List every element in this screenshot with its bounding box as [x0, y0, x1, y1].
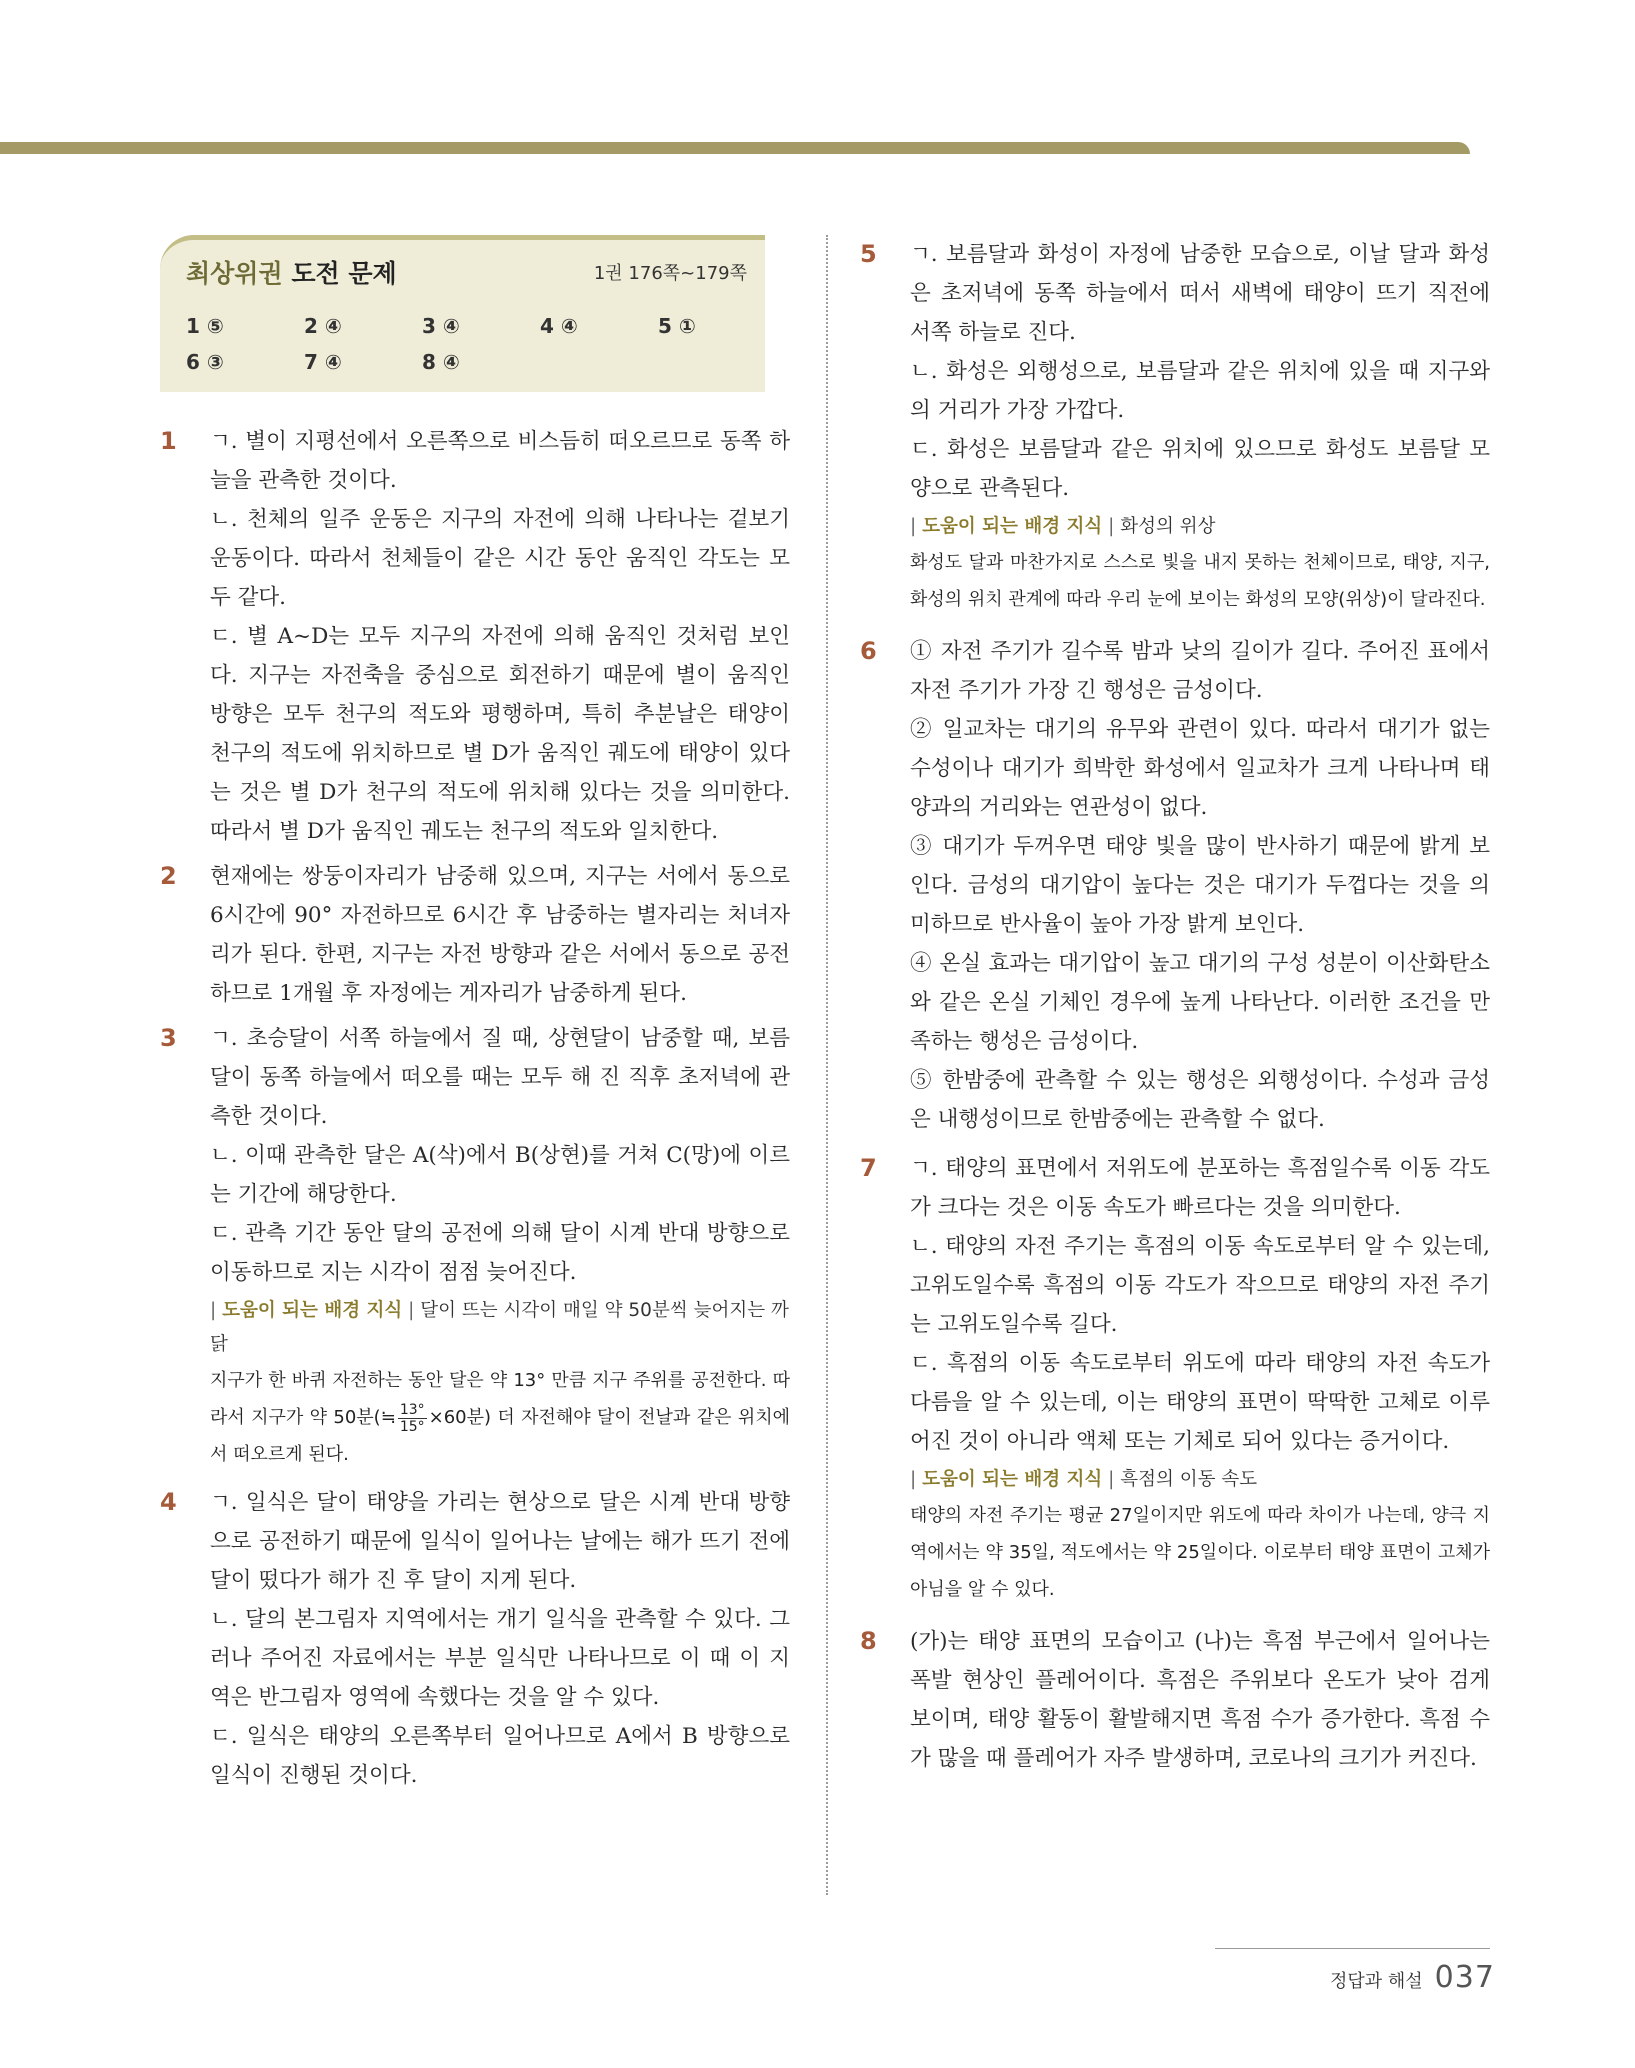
explanation-paragraph: ㄱ. 태양의 표면에서 저위도에 분포하는 흑점일수록 이동 각도가 크다는 것은 이동 속도가 빠르다는 것을 의미한다.	[910, 1156, 1490, 1220]
footer-rule	[1215, 1948, 1490, 1949]
answer-item: 3 ④	[422, 314, 460, 338]
answer-key-pages: 1권 176쪽~179쪽	[593, 263, 747, 284]
question-number: 8	[860, 1627, 877, 1655]
hint-body	[210, 1362, 790, 1473]
explanation-paragraph: ㄴ. 이때 관측한 달은 A(삭)에서 B(상현)를 거쳐 C(망)에 이르는 기간에 해당한다.	[210, 1143, 790, 1207]
explanation-paragraph: ㄱ. 일식은 달이 태양을 가리는 현상으로 달은 시계 반대 방향으로 공전하기 때문에 일식이 일어나는 날에는 해가 뜨기 전에 달이 떴다가 해가 진 후 달이 지게 된다.	[210, 1490, 790, 1593]
hint-heading: | 도움이 되는 배경 지식 | 달이 뜨는 시각이 매일 약 50분씩 늦어지는 까닭	[210, 1300, 789, 1355]
footer-section-label: 정답과 해설	[1330, 1971, 1423, 1992]
explanation-paragraph: ㄱ. 별이 지평선에서 오른쪽으로 비스듬히 떠오르므로 동쪽 하늘을 관측한 것이다.	[210, 429, 790, 493]
answer-item: 2 ④	[304, 314, 342, 338]
hint-topic: 달이 뜨는 시각이 매일 약 50분씩 늦어지는 까닭	[210, 1300, 789, 1355]
left-column	[160, 235, 790, 1795]
hint-topic: 흑점의 이동 속도	[1120, 1469, 1258, 1490]
explanation-paragraph: ㄱ. 초승달이 서쪽 하늘에서 질 때, 상현달이 남중할 때, 보름달이 동쪽 하늘에서 떠오를 때는 모두 해 진 직후 초저녁에 관측한 것이다.	[210, 1026, 790, 1129]
explanation-paragraph: ㄴ. 천체의 일주 운동은 지구의 자전에 의해 나타나는 겉보기 운동이다. 따라서 천체들이 같은 시간 동안 움직인 각도는 모두 같다.	[210, 507, 790, 610]
hint-label: 도움이 되는 배경 지식	[222, 1300, 403, 1321]
hint-text: 지구가 한 바퀴 자전하는 동안 달은 약 13° 만큼 지구 주위를 공전한다. 따라서 지구가 약 50분(≒	[210, 1370, 790, 1428]
explanation-paragraph: ④ 온실 효과는 대기압이 높고 대기의 구성 성분이 이산화탄소와 같은 온실 기체인 경우에 높게 나타난다. 이러한 조건을 만족하는 행성은 금성이다.	[910, 951, 1490, 1054]
page-footer	[1330, 1960, 1495, 1995]
question-5	[860, 235, 1490, 618]
answer-item: 1 ⑤	[186, 314, 224, 338]
explanation-paragraph: (가)는 태양 표면의 모습이고 (나)는 흑점 부근에서 일어나는 폭발 현상인 플레어이다. 흑점은 주위보다 온도가 낮아 검게 보이며, 태양 활동이 활발해지면 흑점 수가 증가한다. 흑점 수가 많을 때 플레어가 자주 발생하며, 코로나의 크기가 커진다.	[910, 1629, 1490, 1771]
answer-item: 8 ④	[422, 350, 460, 374]
hint-heading: | 도움이 되는 배경 지식 | 흑점의 이동 속도	[910, 1469, 1258, 1490]
explanation-paragraph: ㄷ. 화성은 보름달과 같은 위치에 있으므로 화성도 보름달 모양으로 관측된다.	[910, 437, 1490, 501]
question-3	[160, 1019, 790, 1473]
explanation-paragraph: ㄱ. 보름달과 화성이 자정에 남중한 모습으로, 이날 달과 화성은 초저녁에 동쪽 하늘에서 떠서 새벽에 태양이 뜨기 직전에 서쪽 하늘로 진다.	[910, 242, 1490, 345]
right-column	[860, 235, 1490, 1778]
explanation-paragraph: ㄷ. 별 A~D는 모두 지구의 자전에 의해 움직인 것처럼 보인다. 지구는 자전축을 중심으로 회전하기 때문에 별이 움직인 방향은 모두 천구의 적도와 평행하며, 특히 추분날은 태양이 천구의 적도에 위치하므로 별 D가 움직인 궤도에 태양이 있다는 것은 별 D가 천구의 적도에 위치해 있다는 것을 의미한다. 따라서 별 D가 움직인 궤도는 천구의 적도와 일치한다.	[210, 624, 790, 844]
answer-key-title-rest: 도전 문제	[282, 259, 397, 288]
hint-label: 도움이 되는 배경 지식	[922, 1469, 1103, 1490]
explanation-paragraph: ㄴ. 태양의 자전 주기는 흑점의 이동 속도로부터 알 수 있는데, 고위도일수록 흑점의 이동 각도가 작으므로 태양의 자전 주기는 고위도일수록 길다.	[910, 1234, 1490, 1337]
question-4	[160, 1483, 790, 1795]
answer-grid	[186, 314, 747, 374]
hint-label: 도움이 되는 배경 지식	[922, 516, 1103, 537]
answer-item: 4 ④	[540, 314, 578, 338]
explanation-paragraph: ㄴ. 달의 본그림자 지역에서는 개기 일식을 관측할 수 있다. 그러나 주어진 자료에서는 부분 일식만 나타나므로 이 때 이 지역은 반그림자 영역에 속했다는 것을 알 수 있다.	[210, 1607, 790, 1710]
explanation-paragraph: ㄴ. 화성은 외행성으로, 보름달과 같은 위치에 있을 때 지구와의 거리가 가장 가깝다.	[910, 359, 1490, 423]
answer-key-box	[160, 235, 765, 392]
question-number: 2	[160, 862, 177, 890]
explanation-paragraph: ⑤ 한밤중에 관측할 수 있는 행성은 외행성이다. 수성과 금성은 내행성이므로 한밤중에는 관측할 수 없다.	[910, 1068, 1490, 1132]
question-8	[860, 1622, 1490, 1778]
answer-item: 7 ④	[304, 350, 342, 374]
column-divider	[826, 235, 828, 1895]
explanation-paragraph: ② 일교차는 대기의 유무와 관련이 있다. 따라서 대기가 없는 수성이나 대기가 희박한 화성에서 일교차가 크게 나타나며 태양과의 거리와는 연관성이 없다.	[910, 717, 1490, 820]
answer-item: 5 ①	[658, 314, 696, 338]
question-number: 3	[160, 1024, 177, 1052]
explanation-paragraph: ① 자전 주기가 길수록 밤과 낮의 길이가 길다. 주어진 표에서 자전 주기가 가장 긴 행성은 금성이다.	[910, 639, 1490, 703]
question-2	[160, 857, 790, 1013]
explanation-paragraph: ㄷ. 흑점의 이동 속도로부터 위도에 따라 태양의 자전 속도가 다름을 알 수 있는데, 이는 태양의 표면이 딱딱한 고체로 이루어진 것이 아니라 액체 또는 기체로 되어 있다는 증거이다.	[910, 1351, 1490, 1454]
question-6	[860, 632, 1490, 1139]
hint-heading: | 도움이 되는 배경 지식 | 화성의 위상	[910, 516, 1216, 537]
fraction-denominator: 15°	[399, 1418, 425, 1435]
question-1	[160, 422, 790, 851]
hint-text: ×60분) 더 자전해야 달이 전날과 같은 위치에서 떠오르게 된다.	[210, 1407, 790, 1465]
page-number: 037	[1434, 1960, 1495, 1995]
explanation-paragraph: ㄷ. 일식은 태양의 오른쪽부터 일어나므로 A에서 B 방향으로 일식이 진행된 것이다.	[210, 1724, 790, 1788]
fraction-numerator: 13°	[399, 1401, 425, 1418]
hint-body: 화성도 달과 마찬가지로 스스로 빛을 내지 못하는 천체이므로, 태양, 지구, 화성의 위치 관계에 따라 우리 눈에 보이는 화성의 모양(위상)이 달라진다.	[910, 552, 1490, 610]
header-band	[0, 142, 1470, 154]
explanation-paragraph: ㄷ. 관측 기간 동안 달의 공전에 의해 달이 시계 반대 방향으로 이동하므로 지는 시각이 점점 늦어진다.	[210, 1221, 790, 1285]
question-number: 5	[860, 240, 877, 268]
question-number: 1	[160, 427, 177, 455]
question-7	[860, 1149, 1490, 1608]
answer-item: 6 ③	[186, 350, 224, 374]
answer-key-title	[186, 254, 397, 290]
answer-key-title-accent: 최상위권	[186, 259, 283, 288]
fraction	[398, 1402, 427, 1435]
question-number: 6	[860, 637, 877, 665]
question-number: 7	[860, 1154, 877, 1182]
hint-body: 태양의 자전 주기는 평균 27일이지만 위도에 따라 차이가 나는데, 양극 지역에서는 약 35일, 적도에서는 약 25일이다. 이로부터 태양 표면이 고체가 아님을 알 수 있다.	[910, 1505, 1490, 1600]
explanation-paragraph: 현재에는 쌍둥이자리가 남중해 있으며, 지구는 서에서 동으로 6시간에 90° 자전하므로 6시간 후 남중하는 별자리는 처녀자리가 된다. 한편, 지구는 자전 방향과 같은 서에서 동으로 공전하므로 1개월 후 자정에는 게자리가 남중하게 된다.	[210, 864, 790, 1006]
hint-topic: 화성의 위상	[1120, 516, 1216, 537]
explanation-paragraph: ③ 대기가 두꺼우면 태양 빛을 많이 반사하기 때문에 밝게 보인다. 금성의 대기압이 높다는 것은 대기가 두껍다는 것을 의미하므로 반사율이 높아 가장 밝게 보인다.	[910, 834, 1490, 937]
question-number: 4	[160, 1488, 177, 1516]
